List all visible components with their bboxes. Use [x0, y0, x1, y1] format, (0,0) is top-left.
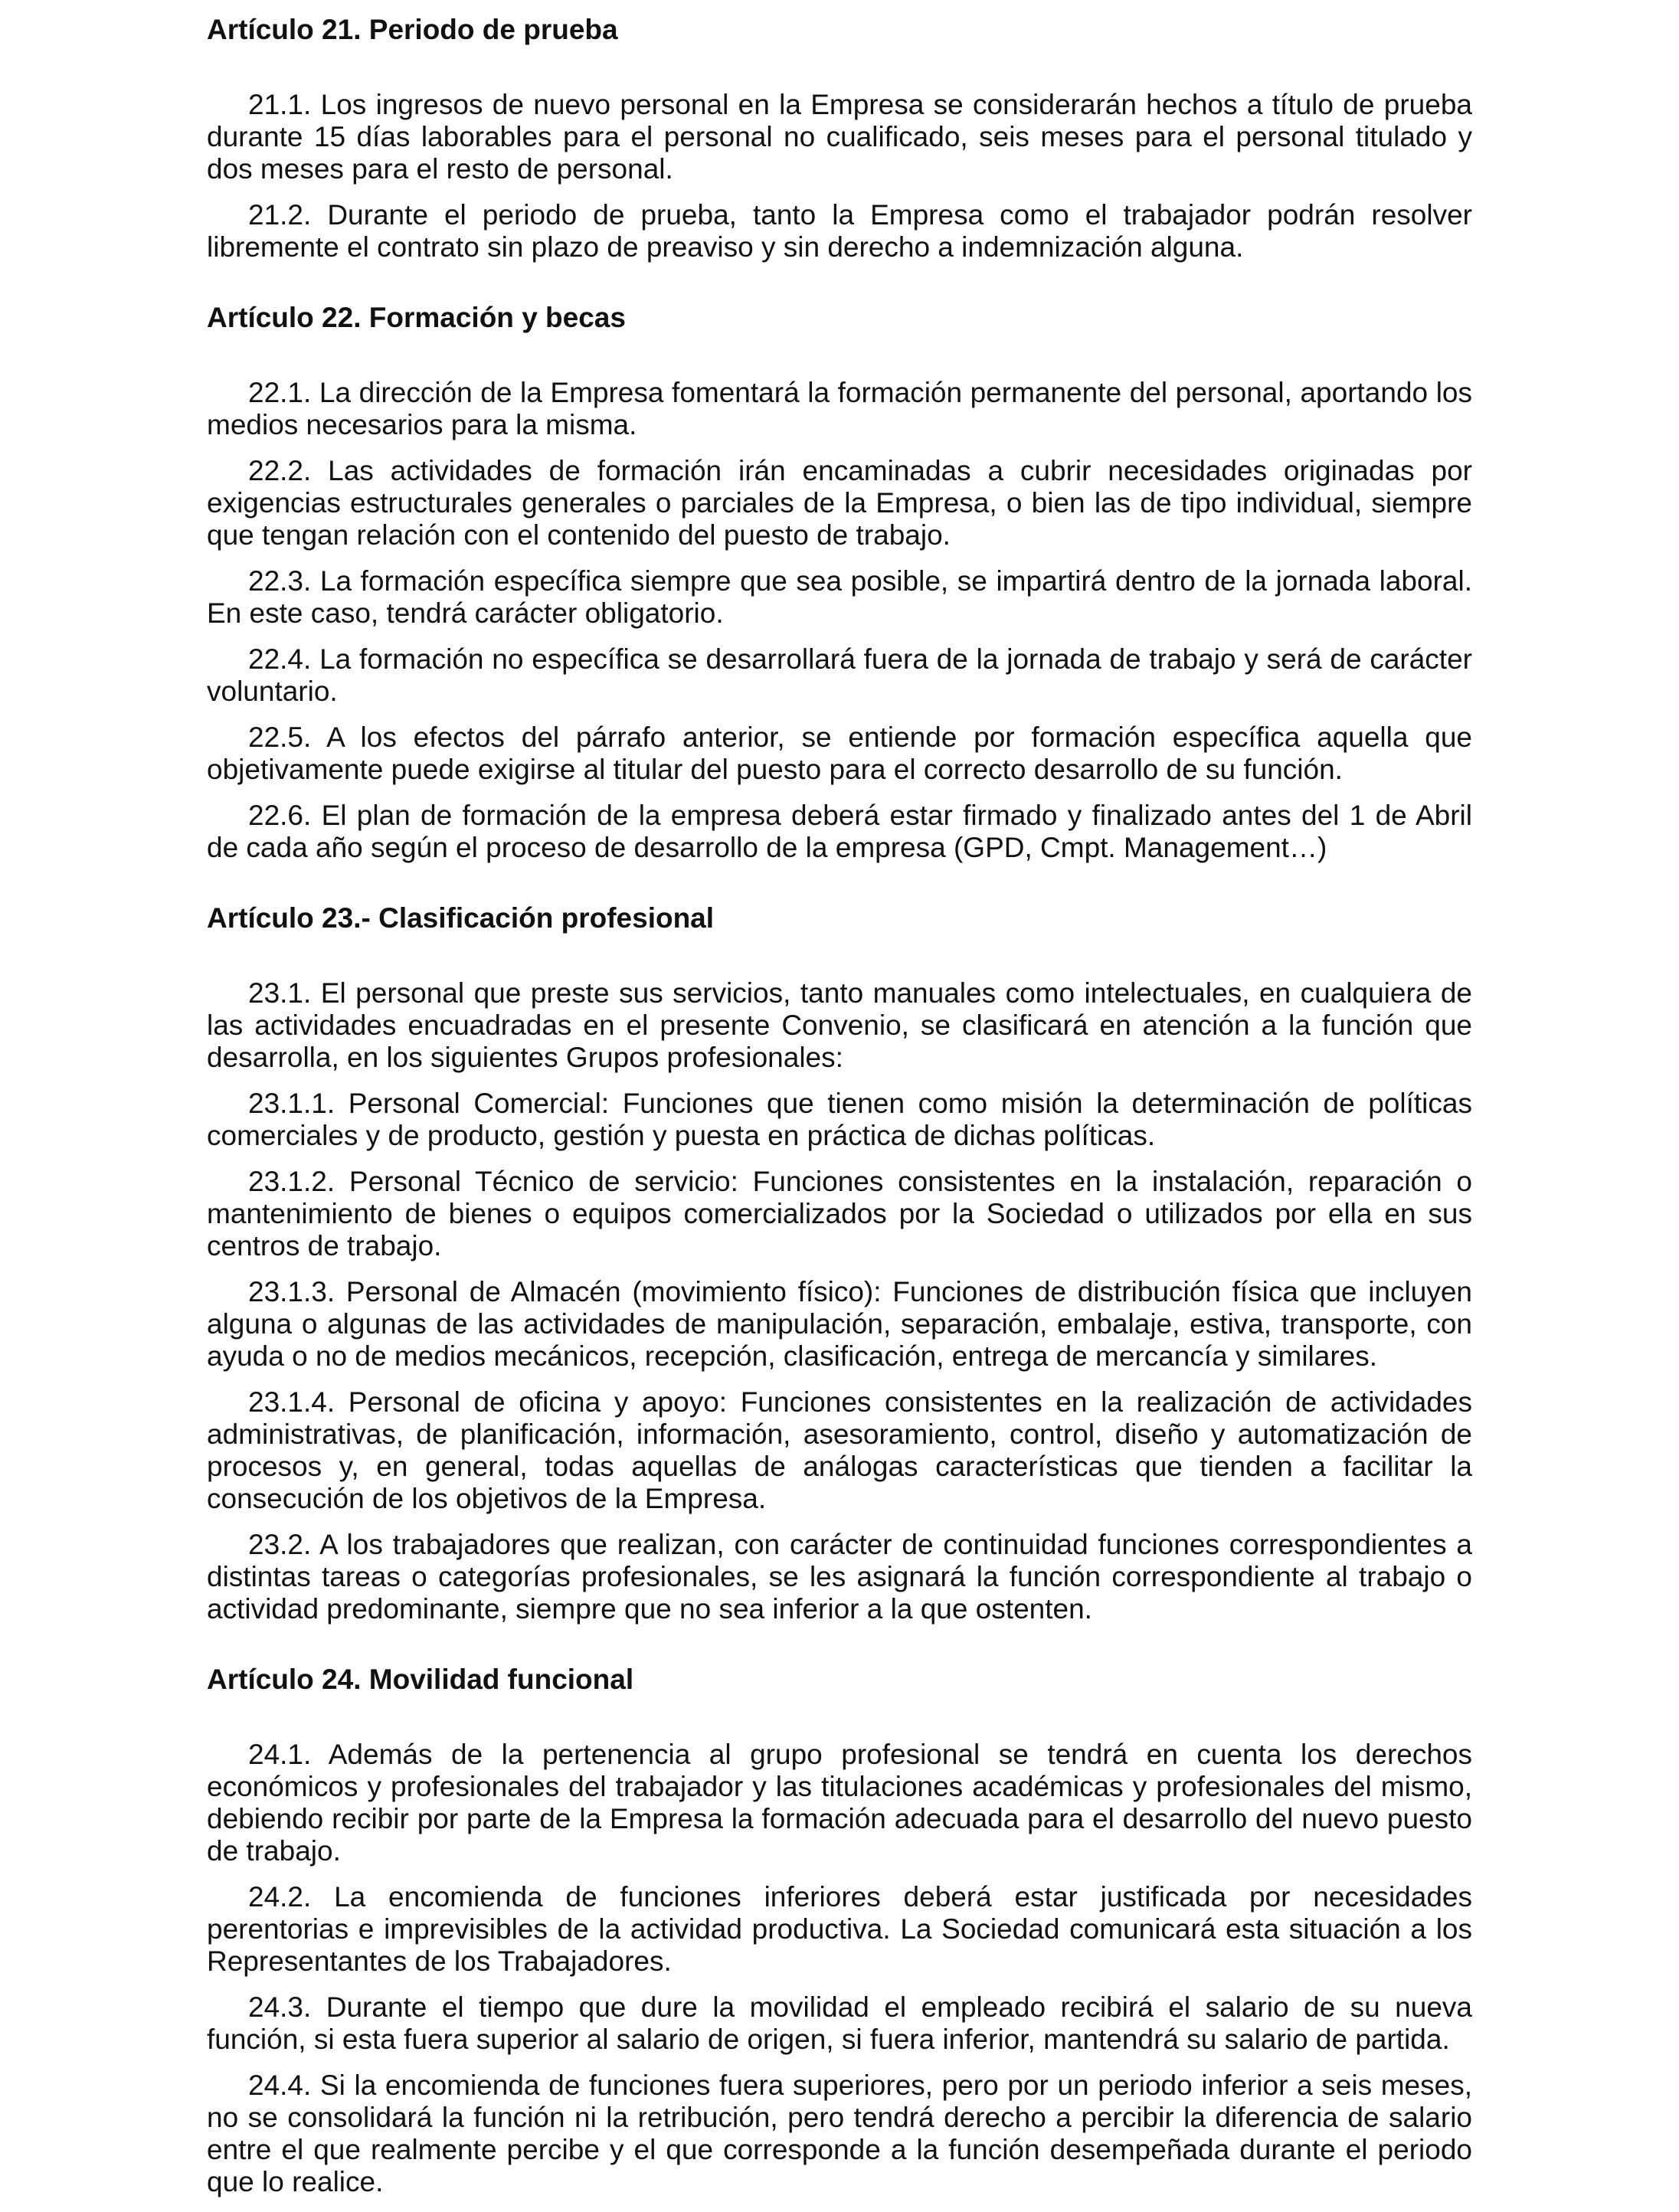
paragraph-24-4: 24.4. Si la encomienda de funciones fuera superiores, pero por un periodo inferior a seis meses, no se consolidará la función ni la retribución, pero tendrá derecho a percibir la diferencia de salario entre el que realmente percibe y el que corresponde a la función desempeñada durante el periodo que lo realice. [207, 2070, 1472, 2197]
paragraph-24-3: 24.3. Durante el tiempo que dure la movilidad el empleado recibirá el salario de su nueva función, si esta fuera superior al salario de origen, si fuera inferior, mantendrá su salario de partida. [207, 1991, 1472, 2055]
paragraph-23-1-1: 23.1.1. Personal Comercial: Funciones que tienen como misión la determinación de políticas comerciales y de producto, gestión y puesta en práctica de dichas políticas. [207, 1088, 1472, 1151]
paragraph-23-2: 23.2. A los trabajadores que realizan, con carácter de continuidad funciones correspondientes a distintas tareas o categorías profesionales, se les asignará la función correspondiente al trabajo o actividad predominante, siempre que no sea inferior a la que ostenten. [207, 1529, 1472, 1625]
document-page [207, 14, 1472, 2212]
paragraph-23-1-4: 23.1.4. Personal de oficina y apoyo: Funciones consistentes en la realización de actividades administrativas, de planificación, información, asesoramiento, control, diseño y automatización de procesos y, en general, todas aquellas de análogas características que tienden a facilitar la consecución de los objetivos de la Empresa. [207, 1386, 1472, 1514]
paragraph-24-2: 24.2. La encomienda de funciones inferiores deberá estar justificada por necesidades perentorias e imprevisibles de la actividad productiva. La Sociedad comunicará esta situación a los Representantes de los Trabajadores. [207, 1881, 1472, 1977]
paragraph-21-1: 21.1. Los ingresos de nuevo personal en la Empresa se considerarán hechos a título de prueba durante 15 días laborables para el personal no cualificado, seis meses para el personal titulado y dos meses para el resto de personal. [207, 89, 1472, 185]
article-23 [207, 902, 1472, 1625]
article-heading: Artículo 22. Formación y becas [207, 302, 626, 333]
paragraph-24-1: 24.1. Además de la pertenencia al grupo profesional se tendrá en cuenta los derechos económicos y profesionales del trabajador y las titulaciones académicas y profesionales del mismo, debiendo recibir por parte de la Empresa la formación adecuada para el desarrollo del nuevo puesto de trabajo. [207, 1739, 1472, 1867]
paragraph-21-2: 21.2. Durante el periodo de prueba, tanto la Empresa como el trabajador podrán resolver libremente el contrato sin plazo de preaviso y sin derecho a indemnización alguna. [207, 199, 1472, 263]
article-24 [207, 1664, 1472, 2198]
paragraph-22-6: 22.6. El plan de formación de la empresa deberá estar firmado y finalizado antes del 1 de Abril de cada año según el proceso de desarrollo de la empresa (GPD, Cmpt. Management…) [207, 800, 1472, 863]
paragraph-22-2: 22.2. Las actividades de formación irán encaminadas a cubrir necesidades originadas por exigencias estructurales generales o parciales de la Empresa, o bien las de tipo individual, siempre que tengan relación con el contenido del puesto de trabajo. [207, 455, 1472, 551]
paragraph-22-5: 22.5. A los efectos del párrafo anterior, se entiende por formación específica aquella que objetivamente puede exigirse al titular del puesto para el correcto desarrollo de su función. [207, 722, 1472, 785]
paragraph-22-1: 22.1. La dirección de la Empresa fomentará la formación permanente del personal, aportando los medios necesarios para la misma. [207, 377, 1472, 440]
article-heading: Artículo 23.- Clasificación profesional [207, 902, 715, 934]
article-heading: Artículo 24. Movilidad funcional [207, 1664, 634, 1695]
paragraph-23-1-3: 23.1.3. Personal de Almacén (movimiento físico): Funciones de distribución física que incluyen alguna o algunas de las actividades de manipulación, separación, embalaje, estiva, transporte, con ayuda o no de medios mecánicos, recepción, clasificación, entrega de mercancía y similares. [207, 1276, 1472, 1372]
article-22 [207, 302, 1472, 864]
paragraph-23-1: 23.1. El personal que preste sus servicios, tanto manuales como intelectuales, en cualquiera de las actividades encuadradas en el presente Convenio, se clasificará en atención a la función que desarrolla, en los siguientes Grupos profesionales: [207, 977, 1472, 1073]
paragraph-22-4: 22.4. La formación no específica se desarrollará fuera de la jornada de trabajo y será de carácter voluntario. [207, 643, 1472, 707]
article-21 [207, 14, 1472, 263]
paragraph-23-1-2: 23.1.2. Personal Técnico de servicio: Funciones consistentes en la instalación, reparación o mantenimiento de bienes o equipos comercializados por la Sociedad o utilizados por ella en sus centros de trabajo. [207, 1166, 1472, 1261]
article-heading: Artículo 21. Periodo de prueba [207, 14, 618, 45]
paragraph-22-3: 22.3. La formación específica siempre que sea posible, se impartirá dentro de la jornada laboral. En este caso, tendrá carácter obligatorio. [207, 565, 1472, 629]
